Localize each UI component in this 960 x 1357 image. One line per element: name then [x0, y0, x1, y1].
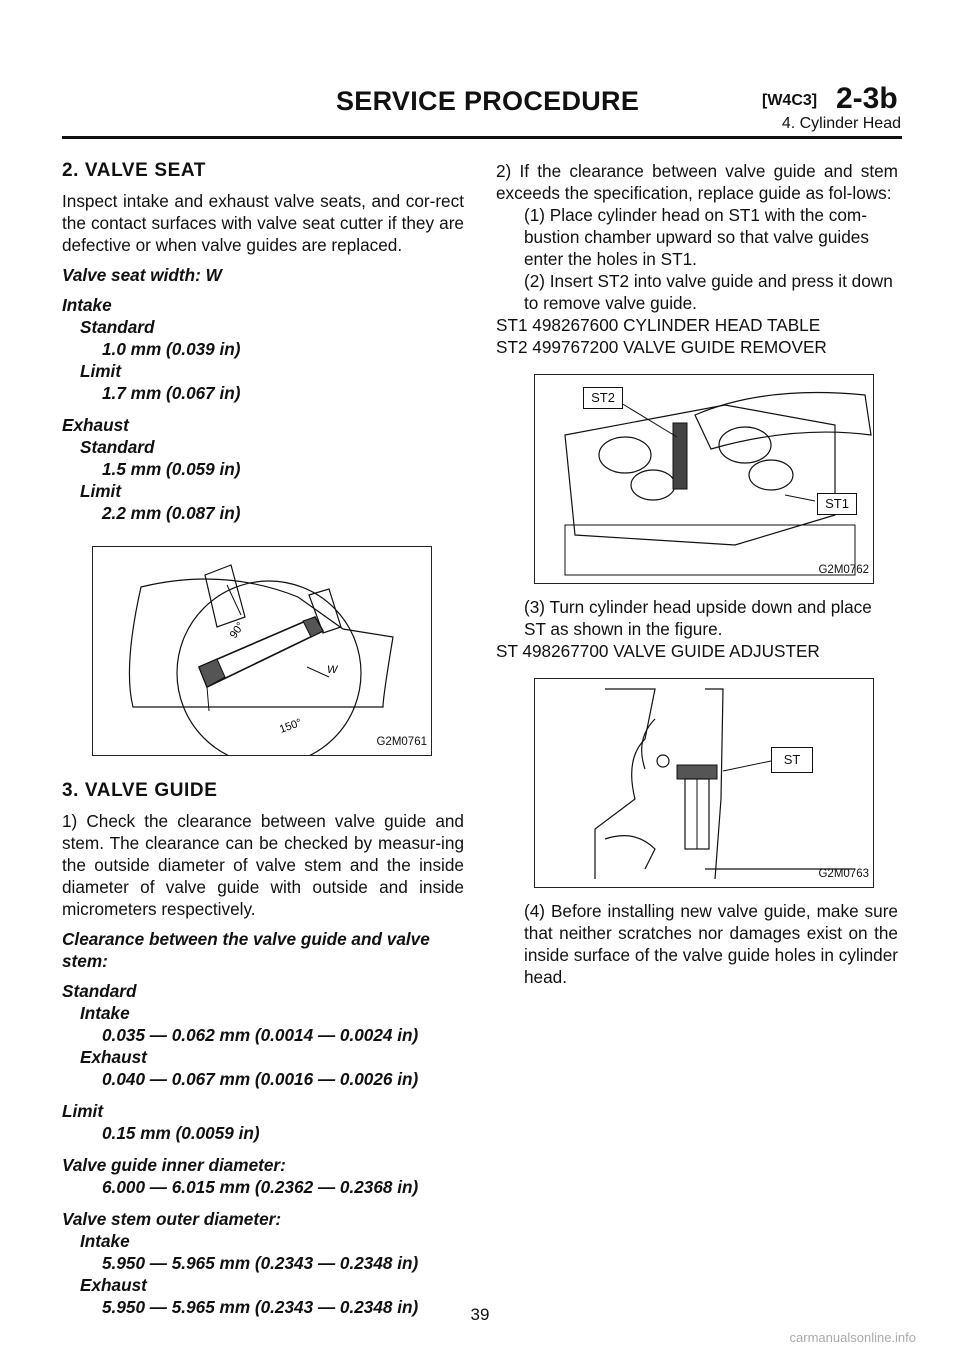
inner-diameter-value: 6.000 — 6.015 mm (0.2362 — 0.2368 in) — [102, 1177, 419, 1197]
st2-label: ST2 — [583, 387, 623, 409]
inner-diameter-title: Valve guide inner diameter: — [62, 1155, 286, 1175]
clearance-exhaust-value: 0.040 — 0.067 mm (0.0016 — 0.0026 in) — [102, 1069, 419, 1089]
angle-90-label: 90° — [227, 620, 248, 641]
outer-intake-value: 5.950 — 5.965 mm (0.2343 — 0.2348 in) — [102, 1253, 419, 1273]
clearance-limit-block — [62, 1100, 464, 1144]
exhaust-standard-label: Standard — [80, 437, 155, 457]
clearance-standard-label: Standard — [62, 981, 137, 1001]
valve-guide-sub2: (2) Insert ST2 into valve guide and press it down to remove valve guide. — [524, 271, 893, 313]
valve-seat-heading: 2. VALVE SEAT — [62, 160, 206, 181]
outer-diameter-title: Valve stem outer diameter: — [62, 1209, 282, 1229]
clearance-limit-value: 0.15 mm (0.0059 in) — [102, 1123, 260, 1143]
clearance-standard-block — [62, 980, 464, 1090]
valve-guide-step1: 1) Check the clearance between valve guide and stem. The clearance can be checked by measur-ing the outside diameter of valve stem and the inside diameter of valve guide with outside and inside micrometers respectively. — [62, 811, 464, 919]
section-code: [W4C3] — [762, 92, 818, 109]
outer-exhaust-value: 5.950 — 5.965 mm (0.2343 — 0.2348 in) — [102, 1297, 419, 1317]
outer-exhaust-label: Exhaust — [80, 1275, 147, 1295]
figure-id-g2m0763: G2M0763 — [818, 868, 869, 880]
intake-label: Intake — [62, 295, 112, 315]
valve-guide-heading: 3. VALVE GUIDE — [62, 780, 218, 801]
valve-guide-remover-figure — [534, 374, 874, 584]
valve-guide-sub4: (4) Before installing new valve guide, make sure that neither scratches nor damages exist on the inside surface of the valve guide holes in cylinder head. — [524, 901, 898, 987]
page-number: 39 — [470, 1305, 490, 1324]
page-subtitle: 4. Cylinder Head — [781, 115, 901, 132]
valve-guide-step2: 2) If the clearance between valve guide and stem exceeds the specification, replace guide as fol-lows: — [496, 161, 898, 203]
exhaust-limit-label: Limit — [80, 481, 122, 501]
clearance-title: Clearance between the valve guide and valve stem: — [62, 929, 430, 971]
outer-diameter-block — [62, 1208, 464, 1318]
valve-seat-drawing — [93, 547, 431, 755]
header-rule — [62, 136, 902, 139]
valve-guide-sub1: (1) Place cylinder head on ST1 with the com-bustion chamber upward so that valve guides enter the holes in ST1. — [524, 205, 869, 269]
valve-seat-figure — [92, 546, 432, 756]
page-title: SERVICE PROCEDURE — [336, 86, 640, 116]
intake-limit-value: 1.7 mm (0.067 in) — [102, 383, 241, 403]
tool-st1: ST1 498267600 CYLINDER HEAD TABLE — [496, 315, 821, 335]
valve-guide-adjuster-figure — [534, 678, 874, 888]
valve-seat-spec-title: Valve seat width: W — [62, 265, 222, 285]
intake-standard-value: 1.0 mm (0.039 in) — [102, 339, 241, 359]
exhaust-limit-value: 2.2 mm (0.087 in) — [102, 503, 241, 523]
exhaust-standard-value: 1.5 mm (0.059 in) — [102, 459, 241, 479]
intake-spec-block — [62, 294, 464, 404]
adjuster-drawing — [535, 679, 873, 887]
clearance-intake-value: 0.035 — 0.062 mm (0.0014 — 0.0024 in) — [102, 1025, 419, 1045]
figure-id-g2m0762: G2M0762 — [818, 564, 869, 576]
clearance-exhaust-label: Exhaust — [80, 1047, 147, 1067]
st-label: ST — [771, 747, 813, 773]
st1-label: ST1 — [817, 493, 857, 515]
tool-st2: ST2 499767200 VALVE GUIDE REMOVER — [496, 337, 827, 357]
valve-seat-intro: Inspect intake and exhaust valve seats, and cor-rect the contact surfaces with valve seat cutter if they are defective or when valve guides are replaced. — [62, 191, 464, 255]
clearance-intake-label: Intake — [80, 1003, 130, 1023]
outer-intake-label: Intake — [80, 1231, 130, 1251]
intake-limit-label: Limit — [80, 361, 122, 381]
left-column — [62, 160, 464, 1318]
angle-150-label: 150° — [277, 716, 304, 736]
figure-id-g2m0761: G2M0761 — [376, 736, 427, 748]
exhaust-label: Exhaust — [62, 415, 129, 435]
watermark: carmanualsonline.info — [789, 1330, 916, 1345]
intake-standard-label: Standard — [80, 317, 155, 337]
inner-diameter-block — [62, 1154, 464, 1198]
clearance-limit-label: Limit — [62, 1101, 104, 1121]
right-column — [496, 160, 898, 988]
exhaust-spec-block — [62, 414, 464, 524]
tool-st: ST 498267700 VALVE GUIDE ADJUSTER — [496, 641, 820, 661]
valve-guide-sub3: (3) Turn cylinder head upside down and place ST as shown in the figure. — [524, 597, 872, 639]
width-w-label: W — [327, 664, 338, 676]
section-number: 2-3b — [836, 82, 898, 115]
